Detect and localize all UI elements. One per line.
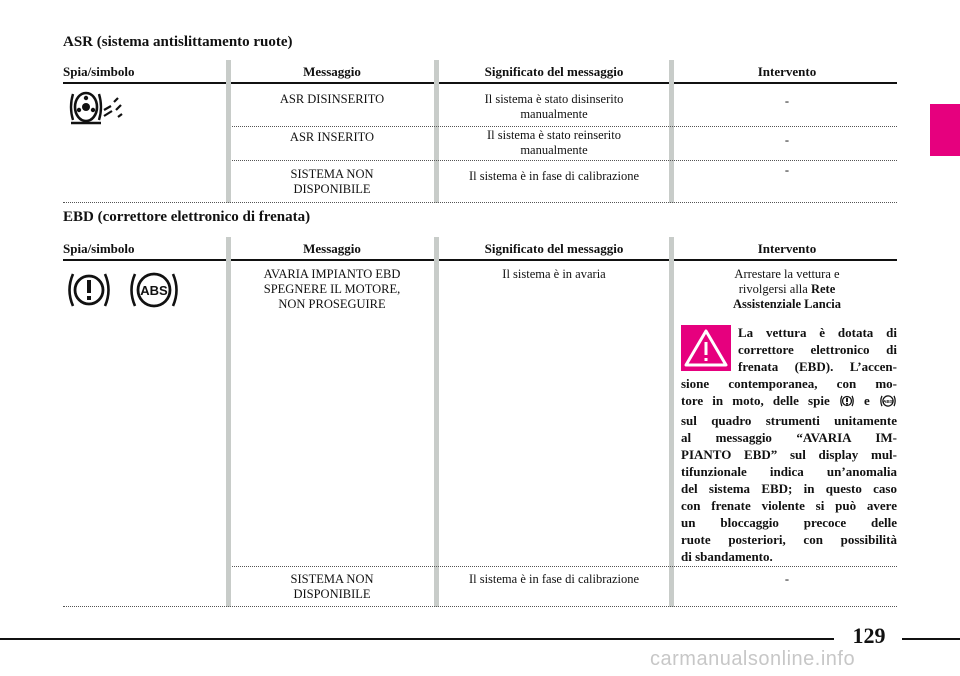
- asr-row3-meaning: Il sistema è in fase di calibrazione: [468, 169, 640, 183]
- ebd-row1-action: Arrestare la vettura e rivolgersi alla Rete Assistenziale Lancia: [733, 267, 841, 311]
- ebd-row1-message: AVARIA IMPIANTO EBD SPEGNERE IL MOTORE, NON PROSEGUIRE: [263, 267, 401, 311]
- ebd-row-separator: [232, 566, 897, 567]
- ebd-column-divider: [226, 237, 231, 607]
- asr-row1-action: -: [784, 94, 790, 108]
- brake-warning-icon: [839, 394, 855, 412]
- asr-row-separator: [232, 126, 897, 127]
- svg-text:ABS: ABS: [140, 283, 168, 298]
- ebd-row1-meaning: Il sistema è in avaria: [502, 267, 606, 281]
- footer-rule: [902, 638, 960, 640]
- abs-warning-icon: [126, 268, 182, 317]
- asr-row2-meaning: Il sistema è stato reinserito manualmente: [487, 128, 621, 157]
- warning-body: sione contemporanea, con mo- tore in moto, delle spie e ABS sul quadro strumenti unitamente al messaggio “AVARIA IM- PIANTO EBD” sul display mul- tifunzionale indica un’anomalia del sistema EBD; in questo caso con frenate violente si può avere un bloccaggio precoce delle ruote posteriori, con possibilità di sbandamento.: [681, 376, 897, 564]
- asr-column-divider: [669, 60, 674, 203]
- asr-header-rule: [63, 82, 897, 84]
- asr-header-spia: Spia/simbolo: [63, 64, 135, 79]
- ebd-header-messaggio: Messaggio: [303, 241, 361, 256]
- asr-row1-message: ASR DISINSERITO: [279, 92, 385, 106]
- brake-warning-icon: [64, 268, 114, 317]
- caution-triangle-icon: [681, 325, 731, 376]
- ebd-column-divider: [669, 237, 674, 607]
- ebd-bottom-rule: [63, 606, 897, 607]
- asr-header-intervento: Intervento: [757, 64, 817, 79]
- ebd-row2-meaning: Il sistema è in fase di calibrazione: [468, 572, 640, 586]
- ebd-column-divider: [434, 237, 439, 607]
- section-color-tab: [930, 104, 960, 156]
- asr-column-divider: [226, 60, 231, 203]
- page-number: 129: [852, 623, 886, 648]
- ebd-row2-message: SISTEMA NON DISPONIBILE: [290, 572, 374, 601]
- ebd-section-title: EBD (correttore elettronico di frenata): [63, 209, 311, 225]
- ebd-header-intervento: Intervento: [757, 241, 817, 256]
- ebd-row2-action: -: [784, 572, 790, 586]
- warning-intro: La vettura è dotata di correttore elettronico di frenata (EBD). L’accen-: [738, 325, 897, 374]
- asr-row2-action: -: [784, 133, 790, 147]
- asr-row-separator: [232, 160, 897, 161]
- asr-header-significato: Significato del messaggio: [484, 64, 624, 79]
- ebd-header-rule: [63, 259, 897, 261]
- watermark: carmanualsonline.info: [650, 648, 856, 670]
- asr-header-messaggio: Messaggio: [303, 64, 361, 79]
- ebd-header-significato: Significato del messaggio: [484, 241, 624, 256]
- asr-column-divider: [434, 60, 439, 203]
- asr-row3-action: -: [784, 163, 790, 177]
- ebd-header-spia: Spia/simbolo: [63, 241, 135, 256]
- footer-rule: [0, 638, 834, 640]
- asr-row2-message: ASR INSERITO: [289, 130, 375, 144]
- asr-section-title: ASR (sistema antislittamento ruote): [63, 34, 293, 50]
- asr-bottom-rule: [63, 202, 897, 203]
- asr-warning-icon: [66, 90, 128, 131]
- asr-row1-meaning: Il sistema è stato disinserito manualmente: [484, 92, 624, 121]
- asr-row3-message: SISTEMA NON DISPONIBILE: [290, 167, 374, 196]
- svg-text:ABS: ABS: [882, 399, 894, 405]
- abs-warning-icon: [879, 394, 897, 412]
